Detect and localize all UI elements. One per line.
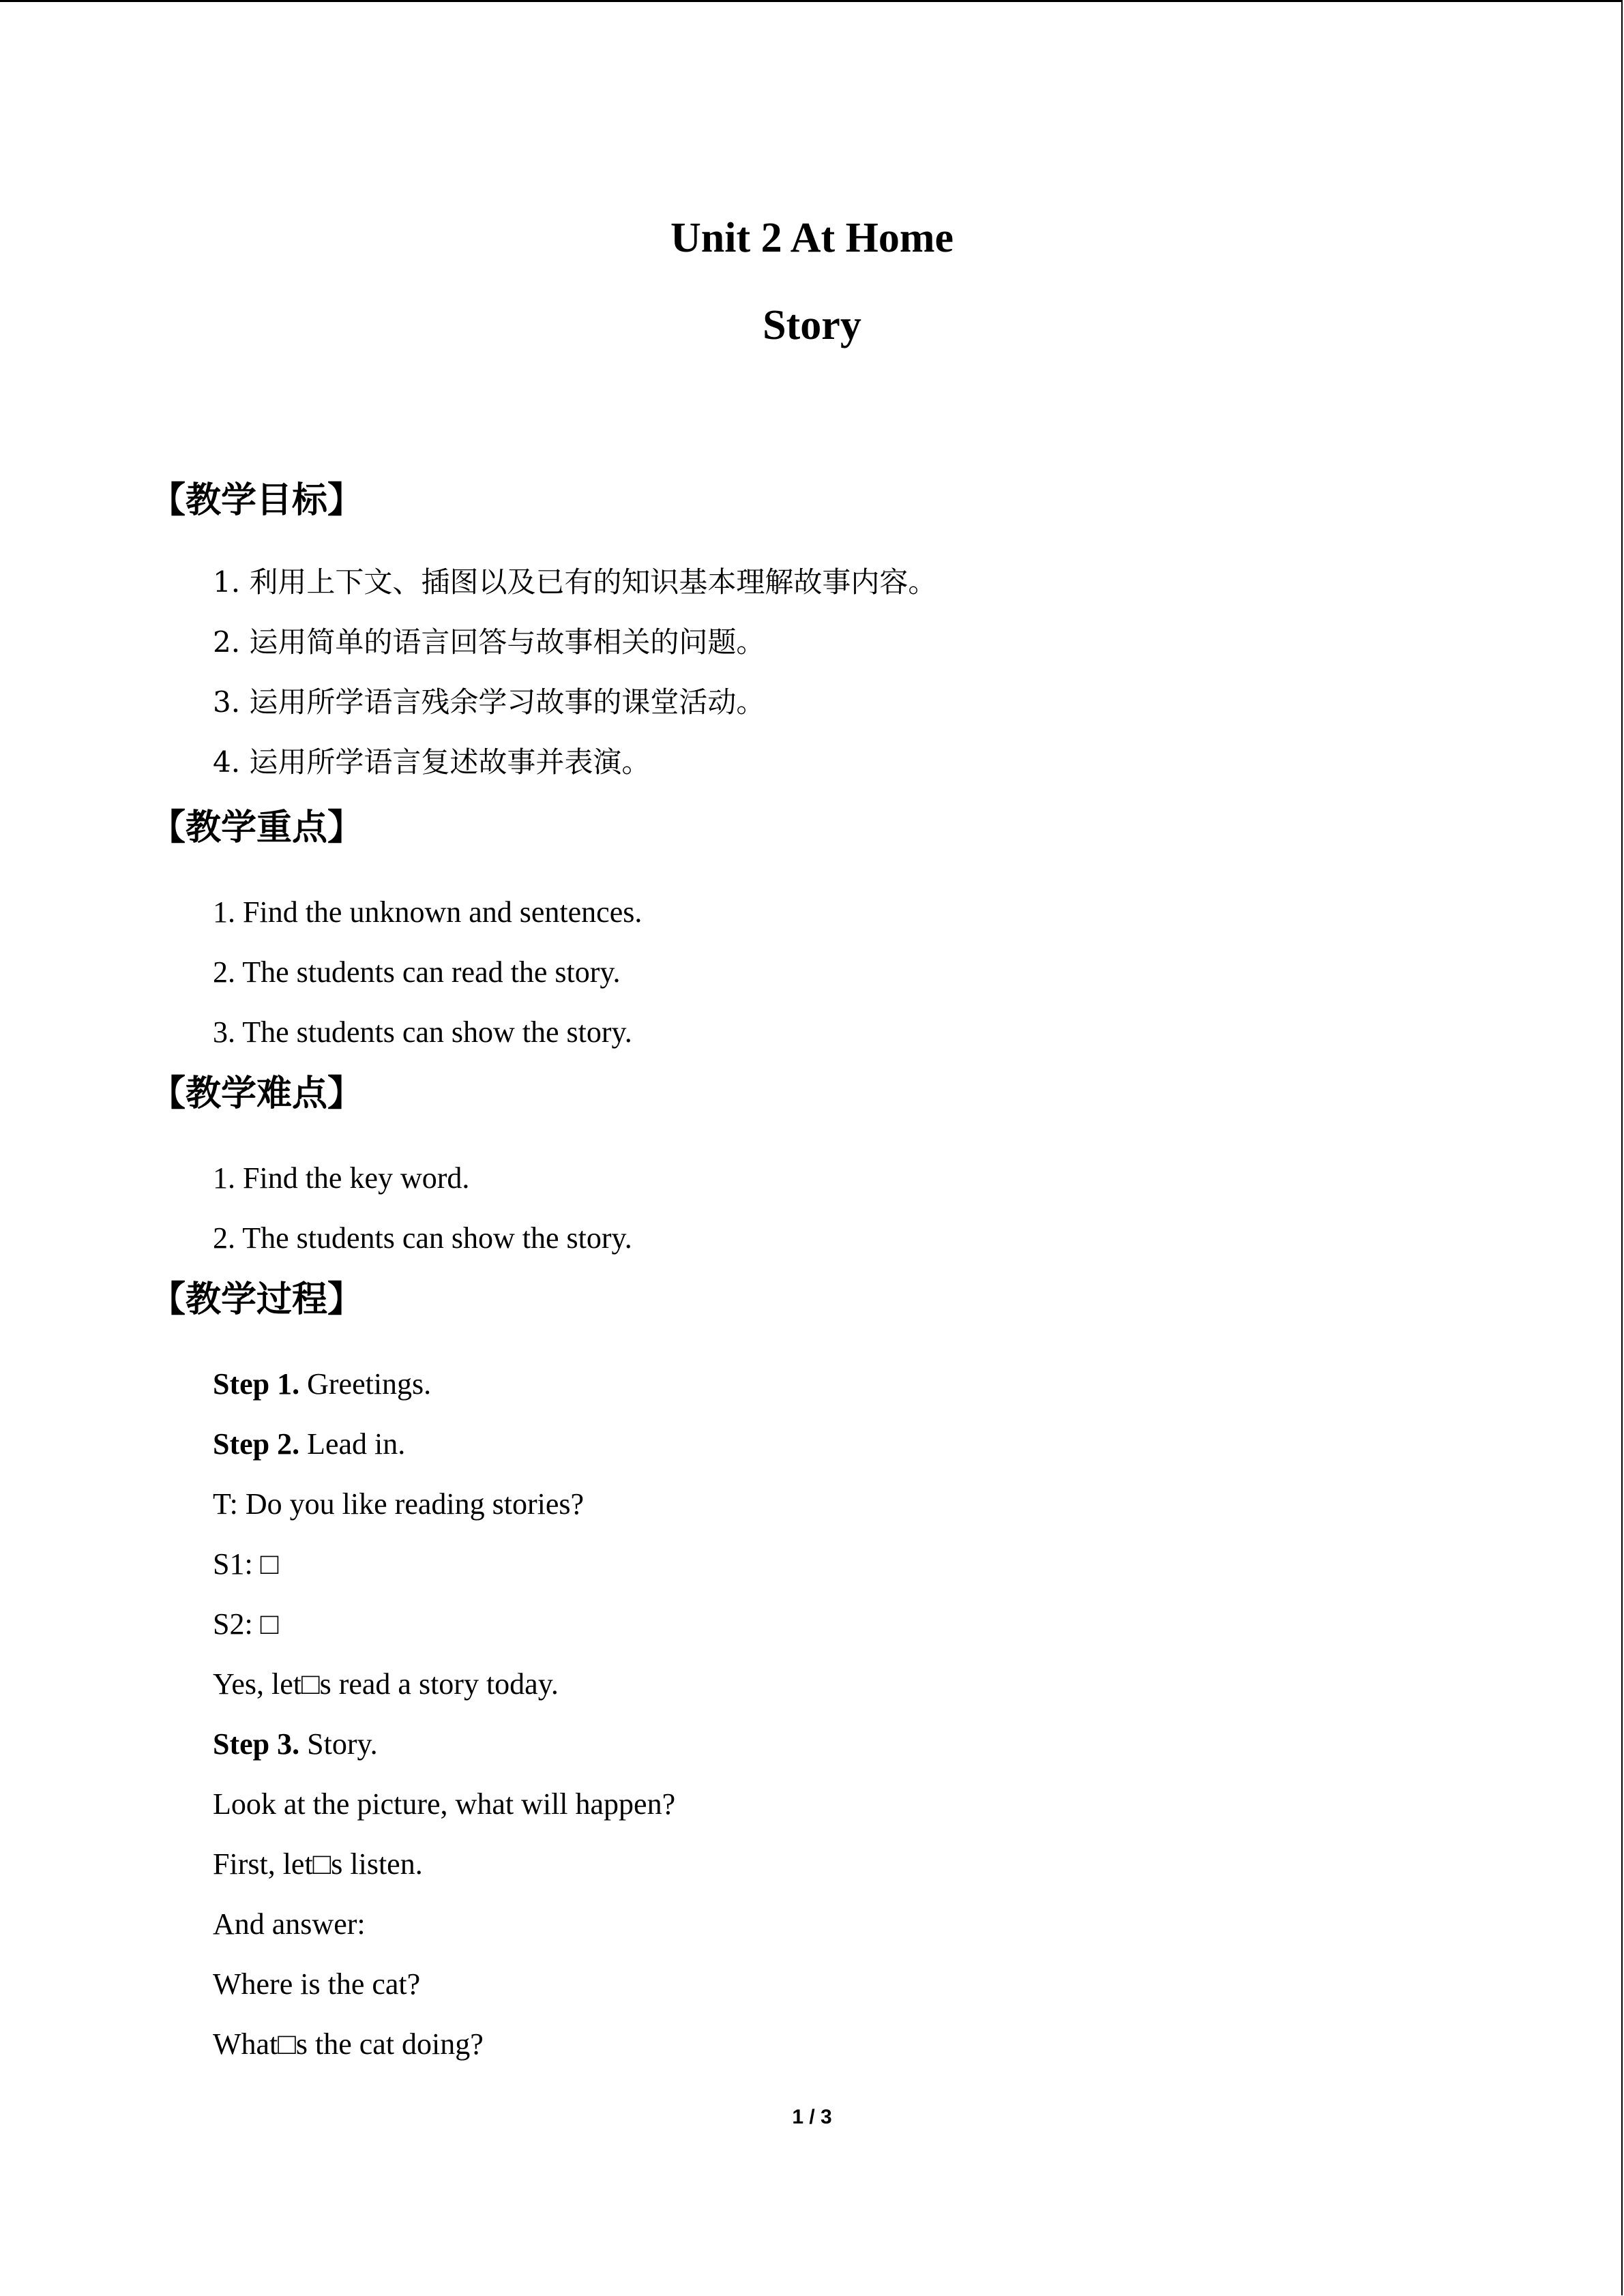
process-step-3: Step 3. Story. [213,1727,378,1761]
page-number: 1 / 3 [792,2106,832,2128]
document-title: Unit 2 At Home [670,215,954,261]
section-heading-objectives: 【教学目标】 [150,480,364,521]
process-step-2: Step 2. Lead in. [213,1427,406,1461]
process-line: And answer: [213,1907,366,1941]
objective-item-1: 1. 利用上下文、插图以及已有的知识基本理解故事内容。 [213,565,937,599]
step-label: Step 3. [213,1727,300,1761]
difficulty-item-1: 1. Find the key word. [213,1161,470,1195]
process-line: What□s the cat doing? [213,2027,484,2061]
process-line: S1: □ [213,1547,279,1581]
key-point-item-1: 1. Find the unknown and sentences. [213,895,643,929]
process-step-1: Step 1. Greetings. [213,1367,432,1401]
process-line: First, let□s listen. [213,1847,423,1881]
section-heading-process: 【教学过程】 [150,1279,364,1320]
key-point-item-3: 3. The students can show the story. [213,1015,632,1049]
step-label: Step 2. [213,1427,300,1461]
process-line: T: Do you like reading stories? [213,1487,585,1521]
document-subtitle: Story [763,302,861,348]
section-heading-key-points: 【教学重点】 [150,807,364,848]
section-heading-difficulties: 【教学难点】 [150,1073,364,1114]
objective-item-4: 4. 运用所学语言复述故事并表演。 [213,745,651,779]
process-line: Look at the picture, what will happen? [213,1787,676,1821]
key-point-item-2: 2. The students can read the story. [213,955,621,989]
process-line: Where is the cat? [213,1967,421,2001]
difficulty-item-2: 2. The students can show the story. [213,1221,632,1255]
objective-item-2: 2. 运用简单的语言回答与故事相关的问题。 [213,625,765,659]
step-label: Step 1. [213,1367,300,1401]
process-line: Yes, let□s read a story today. [213,1667,559,1701]
objective-item-3: 3. 运用所学语言残余学习故事的课堂活动。 [213,685,765,719]
process-line: S2: □ [213,1607,279,1641]
